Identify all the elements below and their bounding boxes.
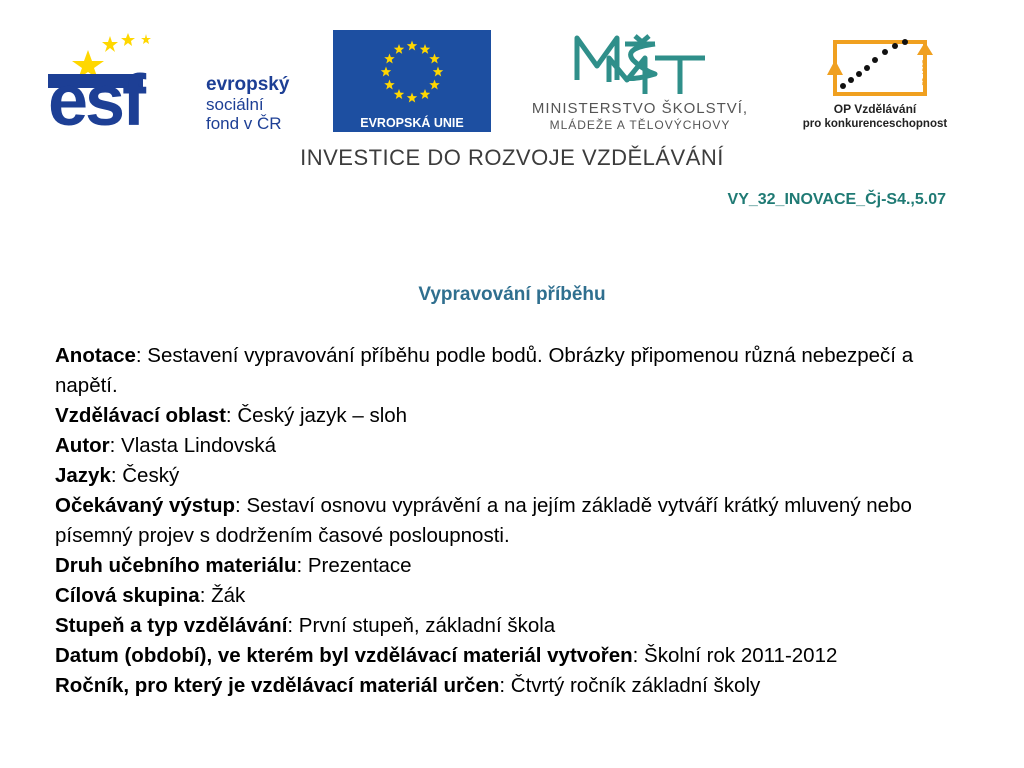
meta-value: : První stupeň, základní škola <box>287 614 556 637</box>
msmt-emblem-icon <box>505 30 775 100</box>
meta-row <box>55 581 975 611</box>
meta-value: : Vlasta Lindovská <box>109 434 277 457</box>
page-title: Vypravování příběhu <box>418 284 606 305</box>
meta-row <box>55 551 975 581</box>
meta-value: : Sestavení vypravování příběhu podle bodů. Obrázky připomenou různá nebezpečí a napětí. <box>55 344 914 397</box>
meta-value: : Sestaví osnovu vyprávění a na jejím základě vytváří krátký mluvený nebo písemný projev s dodržením časové posloupnosti. <box>55 494 912 547</box>
op-logo <box>785 30 965 132</box>
meta-row <box>55 611 975 641</box>
eu-label: EVROPSKÁ UNIE <box>360 116 464 130</box>
esf-line2: sociální <box>206 95 264 114</box>
investice-banner: INVESTICE DO ROZVOJE VZDĚLÁVÁNÍ <box>300 145 724 170</box>
msmt-line1: MINISTERSTVO ŠKOLSTVÍ, <box>531 100 749 117</box>
msmt-logo <box>505 30 775 132</box>
meta-label: Očekávaný výstup <box>55 494 236 517</box>
metadata-list <box>55 341 975 701</box>
meta-label: Vzdělávací oblast <box>55 404 226 427</box>
op-line1: OP Vzdělávání <box>833 102 917 116</box>
document-id: VY_32_INOVACE_Čj-S4.,5.07 <box>727 191 946 208</box>
meta-label: Anotace <box>55 344 136 367</box>
esf-line1: evropský <box>206 74 290 95</box>
meta-row <box>55 641 975 671</box>
meta-label: Druh učebního materiálu <box>55 554 297 577</box>
op-line2: pro konkurenceschopnost <box>802 118 948 130</box>
meta-value: : Český jazyk – sloh <box>225 404 408 427</box>
meta-label: Cílová skupina <box>55 584 200 607</box>
meta-value: : Čtvrtý ročník základní školy <box>499 674 761 697</box>
op-emblem-icon <box>785 30 965 110</box>
meta-label: Datum (období), ve kterém byl vzdělávací materiál vytvořen <box>55 644 633 667</box>
meta-label: Stupeň a typ vzdělávání <box>55 614 288 637</box>
esf-logo <box>48 30 318 141</box>
op-years: 2007-13 <box>920 60 927 86</box>
meta-row <box>55 431 975 461</box>
meta-row <box>55 461 975 491</box>
meta-value: : Český <box>110 464 180 487</box>
meta-value: : Prezentace <box>296 554 412 577</box>
eu-logo <box>333 30 491 132</box>
meta-label: Ročník, pro který je vzdělávací materiál určen <box>55 674 500 697</box>
esf-line3: fond v ČR <box>206 114 282 133</box>
meta-label: Autor <box>55 434 110 457</box>
meta-row <box>55 491 975 551</box>
esf-word: esf <box>48 61 144 141</box>
meta-row <box>55 671 975 701</box>
meta-label: Jazyk <box>55 464 111 487</box>
meta-row <box>55 401 975 431</box>
meta-value: : Školní rok 2011-2012 <box>632 644 838 667</box>
msmt-line2: MLÁDEŽE A TĚLOVÝCHOVY <box>549 118 731 132</box>
meta-row <box>55 341 975 401</box>
meta-value: : Žák <box>199 584 246 607</box>
